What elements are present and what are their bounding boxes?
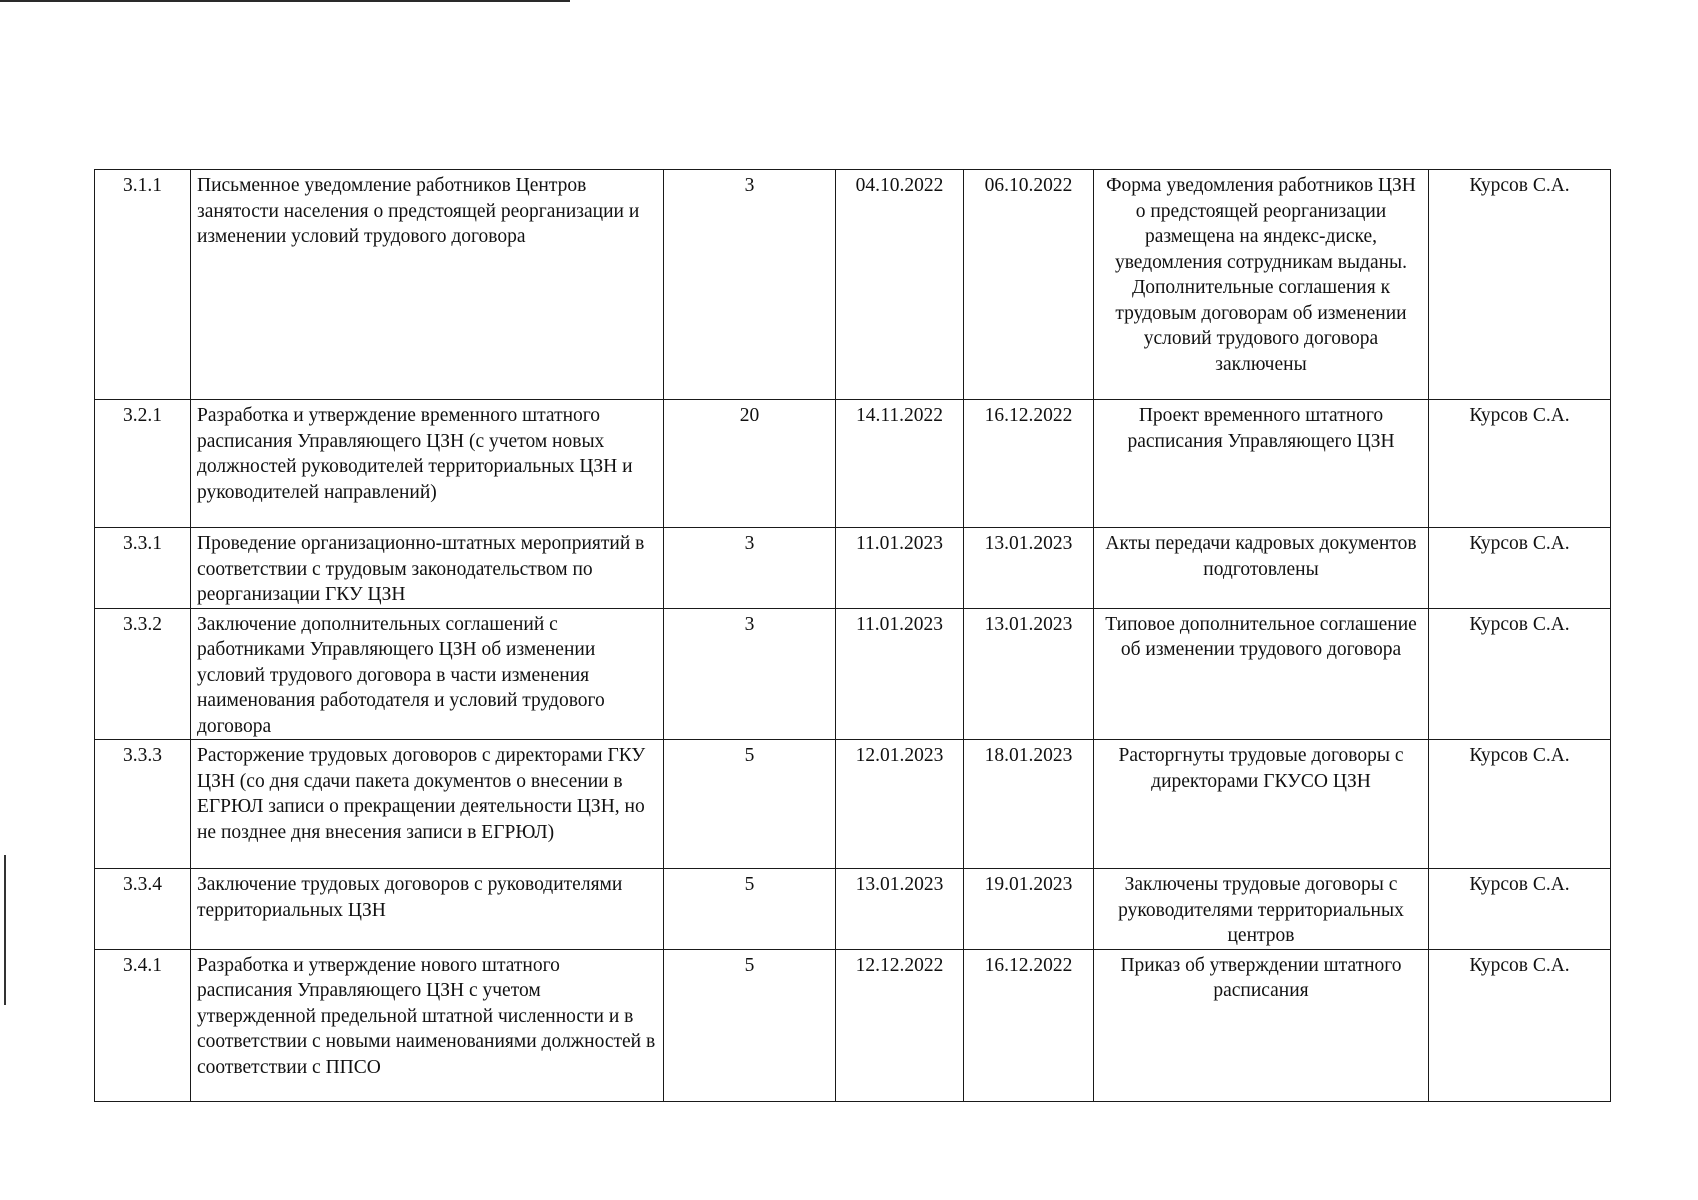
duration-cell: 20 [664, 400, 836, 528]
result-cell: Заключены трудовые договоры с руководителями территориальных центров [1094, 869, 1429, 950]
start-date-cell: 12.01.2023 [836, 740, 964, 869]
end-date-cell: 16.12.2022 [964, 400, 1094, 528]
scan-edge-left [4, 855, 6, 1005]
responsible-cell: Курсов С.А. [1429, 740, 1611, 869]
responsible-cell: Курсов С.А. [1429, 528, 1611, 609]
end-date-cell: 13.01.2023 [964, 528, 1094, 609]
scan-edge-top [0, 0, 570, 2]
start-date-cell: 14.11.2022 [836, 400, 964, 528]
result-cell: Акты передачи кадровых документов подготовлены [1094, 528, 1429, 609]
end-date-cell: 13.01.2023 [964, 608, 1094, 740]
task-cell: Заключение трудовых договоров с руководителями территориальных ЦЗН [191, 869, 664, 950]
row-number: 3.3.3 [95, 740, 191, 869]
table-row [95, 400, 1611, 528]
end-date-cell: 06.10.2022 [964, 170, 1094, 400]
task-cell: Разработка и утверждение временного штатного расписания Управляющего ЦЗН (с учетом новых должностей руководителей территориальных ЦЗН и руководителей направлений) [191, 400, 664, 528]
duration-cell: 5 [664, 740, 836, 869]
start-date-cell: 11.01.2023 [836, 608, 964, 740]
task-cell: Письменное уведомление работников Центров занятости населения о предстоящей реорганизации и изменении условий трудового договора [191, 170, 664, 400]
start-date-cell: 04.10.2022 [836, 170, 964, 400]
result-cell: Форма уведомления работников ЦЗН о предстоящей реорганизации размещена на яндекс-диске, уведомления сотрудникам выданы. Дополнительные соглашения к трудовым договорам об изменении условий трудового договора заключены [1094, 170, 1429, 400]
end-date-cell: 18.01.2023 [964, 740, 1094, 869]
result-cell: Приказ об утверждении штатного расписания [1094, 949, 1429, 1101]
table-row [95, 608, 1611, 740]
task-cell: Проведение организационно-штатных мероприятий в соответствии с трудовым законодательством по реорганизации ГКУ ЦЗН [191, 528, 664, 609]
table-row [95, 170, 1611, 400]
row-number: 3.2.1 [95, 400, 191, 528]
task-cell: Расторжение трудовых договоров с директорами ГКУ ЦЗН (со дня сдачи пакета документов о внесении в ЕГРЮЛ записи о прекращении деятельности ЦЗН, но не позднее дня внесения записи в ЕГРЮЛ) [191, 740, 664, 869]
row-number: 3.1.1 [95, 170, 191, 400]
row-number: 3.3.4 [95, 869, 191, 950]
plan-table [94, 169, 1611, 1102]
end-date-cell: 19.01.2023 [964, 869, 1094, 950]
responsible-cell: Курсов С.А. [1429, 949, 1611, 1101]
end-date-cell: 16.12.2022 [964, 949, 1094, 1101]
table-row [95, 869, 1611, 950]
duration-cell: 3 [664, 528, 836, 609]
duration-cell: 3 [664, 170, 836, 400]
start-date-cell: 12.12.2022 [836, 949, 964, 1101]
task-cell: Заключение дополнительных соглашений с работниками Управляющего ЦЗН об изменении условий трудового договора в части изменения наименования работодателя и условий трудового договора [191, 608, 664, 740]
table-row [95, 949, 1611, 1101]
responsible-cell: Курсов С.А. [1429, 400, 1611, 528]
result-cell: Проект временного штатного расписания Управляющего ЦЗН [1094, 400, 1429, 528]
task-cell: Разработка и утверждение нового штатного расписания Управляющего ЦЗН с учетом утвержденной предельной штатной численности и в соответствии с новыми наименованиями должностей в соответствии с ППСО [191, 949, 664, 1101]
duration-cell: 5 [664, 869, 836, 950]
row-number: 3.4.1 [95, 949, 191, 1101]
responsible-cell: Курсов С.А. [1429, 608, 1611, 740]
result-cell: Типовое дополнительное соглашение об изменении трудового договора [1094, 608, 1429, 740]
responsible-cell: Курсов С.А. [1429, 869, 1611, 950]
start-date-cell: 13.01.2023 [836, 869, 964, 950]
duration-cell: 5 [664, 949, 836, 1101]
result-cell: Расторгнуты трудовые договоры с директорами ГКУСО ЦЗН [1094, 740, 1429, 869]
table-row [95, 528, 1611, 609]
row-number: 3.3.1 [95, 528, 191, 609]
row-number: 3.3.2 [95, 608, 191, 740]
start-date-cell: 11.01.2023 [836, 528, 964, 609]
table-row [95, 740, 1611, 869]
duration-cell: 3 [664, 608, 836, 740]
responsible-cell: Курсов С.А. [1429, 170, 1611, 400]
